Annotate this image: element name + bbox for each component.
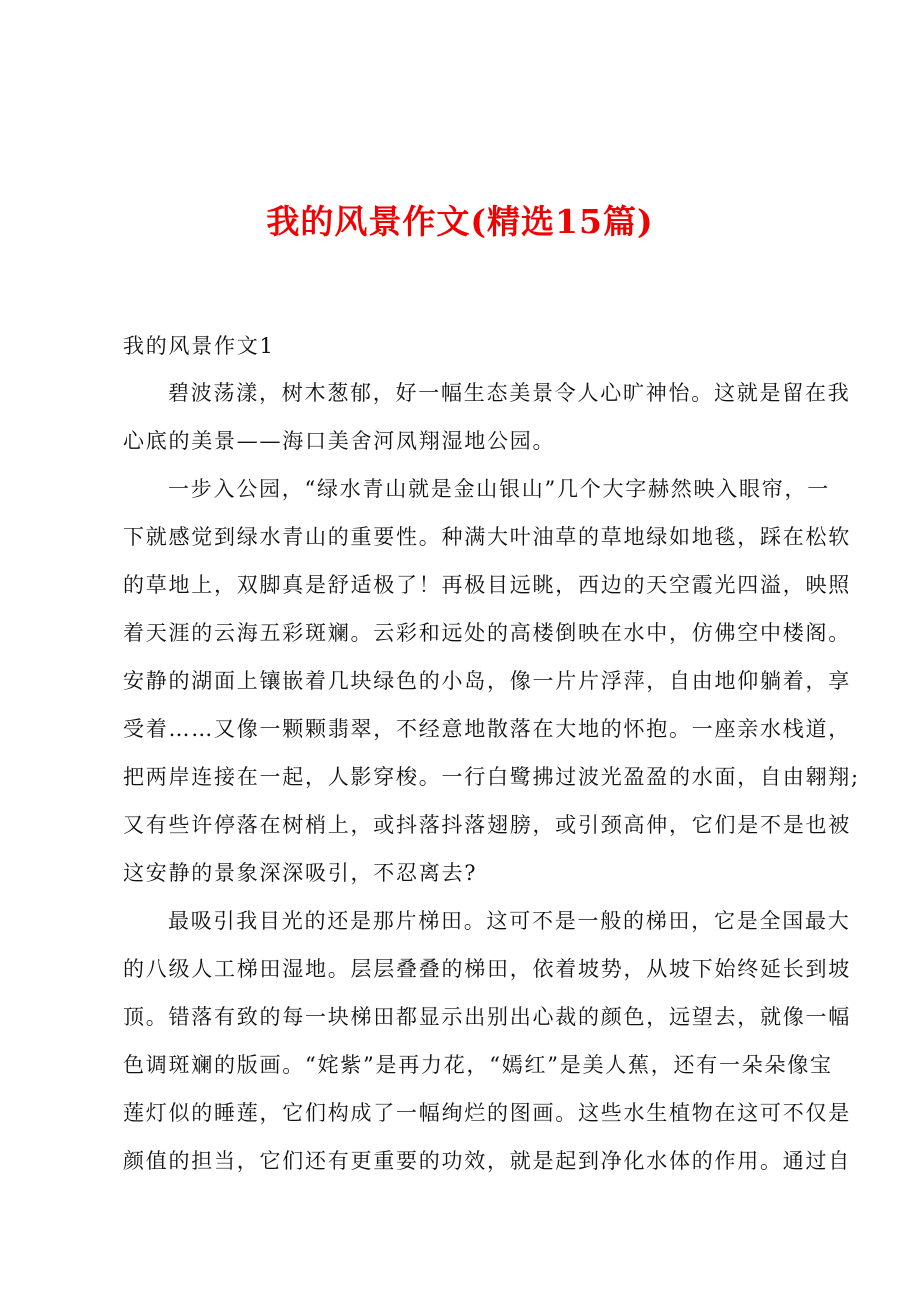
paragraph-line: 安静的湖面上镶嵌着几块绿色的小岛，像一片片浮萍，自由地仰躺着，享 [123, 669, 851, 693]
paragraph-line: 着天涯的云海五彩斑斓。云彩和远处的高楼倒映在水中，仿佛空中楼阁。 [123, 621, 851, 645]
document-title: 我的风景作文(精选15篇) [266, 202, 654, 241]
paragraph-line: 又有些许停落在树梢上，或抖落抖落翅膀，或引颈高伸，它们是不是也被 [123, 813, 851, 837]
paragraph-line: 的八级人工梯田湿地。层层叠叠的梯田，依着坡势，从坡下始终延长到坡 [123, 957, 851, 981]
paragraph-line: 莲灯似的睡莲，它们构成了一幅绚烂的图画。这些水生植物在这可不仅是 [123, 1101, 851, 1125]
paragraph-line: 的草地上，双脚真是舒适极了！再极目远眺，西边的天空霞光四溢，映照 [123, 573, 851, 597]
paragraph-line: 受着……又像一颗颗翡翠，不经意地散落在大地的怀抱。一座亲水栈道， [123, 717, 851, 741]
paragraph-line: 最吸引我目光的还是那片梯田。这可不是一般的梯田，它是全国最大 [168, 909, 851, 933]
paragraph-line: 色调斑斓的版画。“姹紫”是再力花，“嫣红”是美人蕉，还有一朵朵像宝 [123, 1053, 833, 1077]
paragraph-line: 把两岸连接在一起，人影穿梭。一行白鹭拂过波光盈盈的水面，自由翱翔; [123, 765, 860, 789]
paragraph-line: 颜值的担当，它们还有更重要的功效，就是起到净化水体的作用。通过自 [123, 1149, 851, 1173]
paragraph-line: 这安静的景象深深吸引，不忍离去? [123, 861, 478, 885]
paragraph-line: 一步入公园，“绿水青山就是金山银山”几个大字赫然映入眼帘，一 [168, 477, 830, 501]
paragraph-line: 心底的美景——海口美舍河凤翔湿地公园。 [123, 429, 556, 453]
paragraph-line: 下就感觉到绿水青山的重要性。种满大叶油草的草地绿如地毯，踩在松软 [123, 525, 851, 549]
paragraph-line: 顶。错落有致的每一块梯田都显示出别出心裁的颜色，远望去，就像一幅 [123, 1005, 851, 1029]
paragraph-line: 碧波荡漾，树木葱郁，好一幅生态美景令人心旷神怡。这就是留在我 [168, 381, 851, 405]
section-heading: 我的风景作文1 [123, 334, 275, 358]
